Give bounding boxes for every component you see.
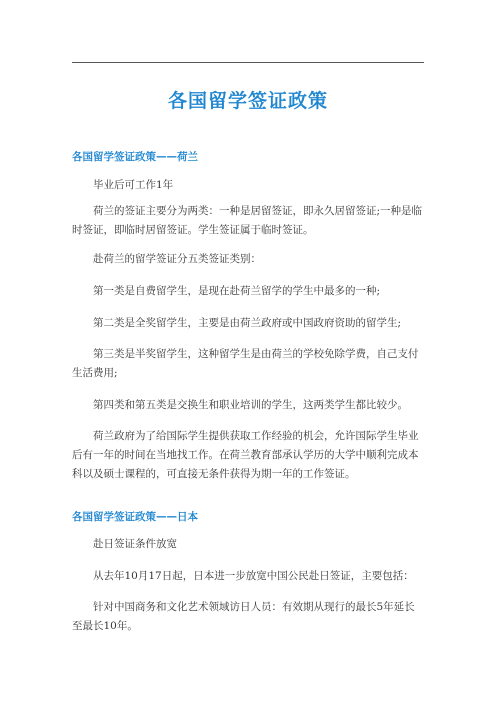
paragraph: 第二类是全奖留学生，主要是由荷兰政府或中国政府资助的留学生;	[93, 317, 402, 329]
document-title: 各国留学签证政策	[167, 90, 328, 112]
paragraph: 从去年10月17日起，日本进一步放宽中国公民赴日签证，主要包括：	[93, 570, 414, 582]
paragraph: 荷兰的签证主要分为两类：一种是居留签证，即永久居留签证;一种是临时签证，即临时居留签证。学生签证属于临时签证。	[72, 205, 423, 236]
paragraph: 针对中国商务和文化艺术领域访日人员：有效期从现行的最长5年延长至最长10年。	[72, 601, 415, 632]
paragraph: 第四类和第五类是交换生和职业培训的学生，这两类学生都比较少。	[93, 399, 408, 411]
paragraph: 第三类是半奖留学生，这种留学生是由荷兰的学校免除学费，自己支付生活费用;	[72, 348, 419, 379]
paragraph: 赴荷兰的留学签证分五类签证类别：	[93, 253, 261, 265]
paragraph: 第一类是自费留学生，是现在赴荷兰留学的学生中最多的一种;	[93, 285, 381, 297]
header-rule	[72, 62, 424, 63]
section-heading-netherlands: 各国留学签证政策——荷兰	[72, 151, 198, 163]
section-heading-japan: 各国留学签证政策——日本	[72, 511, 198, 523]
paragraph: 毕业后可工作1年	[93, 179, 174, 191]
paragraph: 赴日签证条件放宽	[93, 538, 177, 550]
paragraph: 荷兰政府为了给国际学生提供获取工作经验的机会，允许国际学生毕业后有一年的时间在当地找工作。在荷兰教育部承认学历的大学中顺利完成本科以及硕士课程的，可直接无条件获得为期一年的工作签证。	[72, 430, 419, 480]
